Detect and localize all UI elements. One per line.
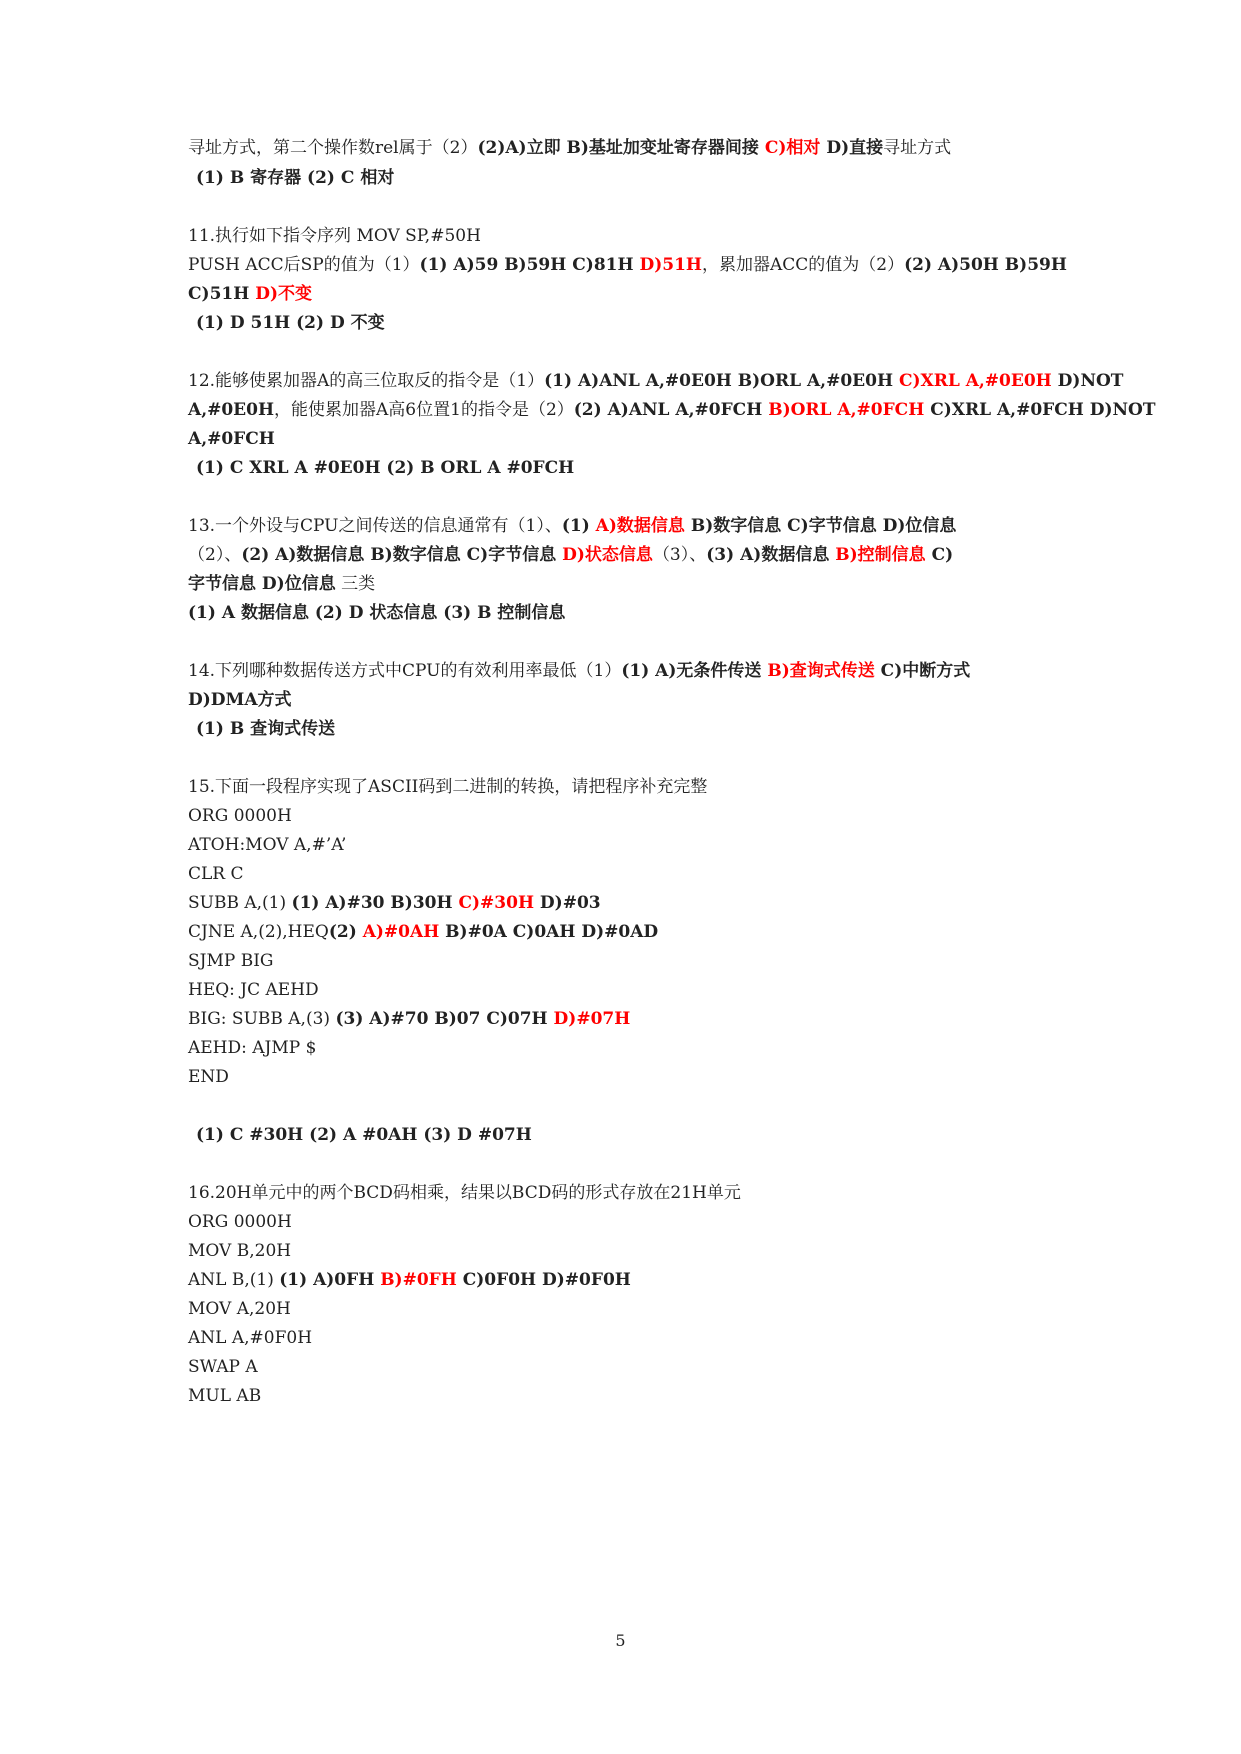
text-run: (1) B 查询式传送 bbox=[196, 719, 336, 739]
text-run: ，累加器ACC的值为（2） bbox=[701, 255, 905, 275]
code-line bbox=[188, 1268, 631, 1292]
text-run: 13.一个外设与CPU之间传送的信息通常有（1）、 bbox=[188, 516, 562, 536]
text-run: D)直接 bbox=[820, 138, 884, 158]
text-run: (1) B 寄存器 (2) C 相对 bbox=[196, 168, 395, 188]
text-run: C)0F0H D)#0F0H bbox=[456, 1270, 631, 1290]
highlighted-answer-text: B)#0FH bbox=[380, 1270, 457, 1290]
text-run: (1) D 51H (2) D 不变 bbox=[196, 313, 385, 333]
text-run: A,#0E0H bbox=[188, 400, 275, 420]
highlighted-answer-text: C)#30H bbox=[458, 893, 535, 913]
text-run: C)51H bbox=[188, 284, 256, 304]
highlighted-answer-text: A)#0AH bbox=[362, 922, 440, 942]
answer-line bbox=[196, 1123, 532, 1147]
answer-line bbox=[196, 311, 385, 335]
text-run: (1) A)0FH bbox=[279, 1270, 381, 1290]
text-run: 寻址方式 bbox=[883, 138, 952, 158]
highlighted-answer-text: D)#07H bbox=[553, 1009, 631, 1029]
highlighted-answer-text: D)状态信息 bbox=[562, 545, 653, 565]
text-line bbox=[188, 136, 951, 160]
text-line bbox=[188, 398, 1156, 422]
text-line bbox=[188, 572, 375, 596]
text-run: AEHD: AJMP $ bbox=[188, 1038, 317, 1058]
text-run: A,#0FCH bbox=[188, 429, 275, 449]
text-run: MUL AB bbox=[188, 1386, 262, 1406]
code-line bbox=[188, 1384, 261, 1408]
answer-line bbox=[196, 166, 394, 190]
text-run: D)DMA方式 bbox=[188, 690, 292, 710]
text-run: ANL B,(1) bbox=[188, 1270, 280, 1290]
text-run: C) bbox=[925, 545, 954, 565]
highlighted-answer-text: A)数据信息 bbox=[595, 516, 685, 536]
text-run: （3）、 bbox=[652, 545, 707, 565]
text-run: (1) A)#30 B)30H bbox=[291, 893, 459, 913]
text-run: 字节信息 D)位信息 bbox=[188, 574, 336, 594]
code-line bbox=[188, 1297, 291, 1321]
text-run: 11.执行如下指令序列 MOV SP,#50H bbox=[188, 226, 481, 246]
highlighted-answer-text: B)ORL A,#0FCH bbox=[768, 400, 925, 420]
answer-line bbox=[196, 717, 335, 741]
text-run: (2) A)50H B)59H bbox=[904, 255, 1067, 275]
text-run: 15.下面一段程序实现了ASCII码到二进制的转换，请把程序补充完整 bbox=[188, 777, 708, 797]
text-run: 16.20H单元中的两个BCD码相乘，结果以BCD码的形式存放在21H单元 bbox=[188, 1183, 741, 1203]
text-run: 14.下列哪种数据传送方式中CPU的有效利用率最低（1） bbox=[188, 661, 622, 681]
text-run: HEQ: JC AEHD bbox=[188, 980, 319, 1000]
text-run: (1) A 数据信息 (2) D 状态信息 (3) B 控制信息 bbox=[188, 603, 566, 623]
text-run: 12.能够使累加器A的高三位取反的指令是（1） bbox=[188, 371, 545, 391]
highlighted-answer-text: D)51H bbox=[639, 255, 702, 275]
text-run: BIG: SUBB A,(3) bbox=[188, 1009, 336, 1029]
text-line bbox=[188, 427, 275, 451]
question-line bbox=[188, 659, 970, 683]
text-line bbox=[188, 543, 953, 567]
question-line bbox=[188, 1181, 741, 1205]
code-line bbox=[188, 949, 274, 973]
text-run: B)#0A C)0AH D)#0AD bbox=[439, 922, 659, 942]
text-run: CLR C bbox=[188, 864, 244, 884]
code-line bbox=[188, 1326, 312, 1350]
text-run: (3) A)数据信息 bbox=[706, 545, 836, 565]
text-run: SJMP BIG bbox=[188, 951, 274, 971]
text-run: (1) A)无条件传送 bbox=[621, 661, 768, 681]
text-run: D)#03 bbox=[534, 893, 601, 913]
text-run: ，能使累加器A高6位置1的指令是（2） bbox=[274, 400, 574, 420]
text-run: ORG 0000H bbox=[188, 806, 292, 826]
text-run: CJNE A,(2),HEQ bbox=[188, 922, 329, 942]
answer-line bbox=[196, 456, 574, 480]
text-line bbox=[188, 282, 312, 306]
text-run: SUBB A,(1) bbox=[188, 893, 292, 913]
highlighted-answer-text: B)控制信息 bbox=[835, 545, 926, 565]
text-run: C)XRL A,#0FCH D)NOT bbox=[924, 400, 1156, 420]
code-line bbox=[188, 1239, 291, 1263]
code-line bbox=[188, 1210, 292, 1234]
text-run: (1) bbox=[561, 516, 596, 536]
text-run: ANL A,#0F0H bbox=[188, 1328, 313, 1348]
code-line bbox=[188, 862, 244, 886]
highlighted-answer-text: C)XRL A,#0E0H bbox=[898, 371, 1052, 391]
text-run: (1) C #30H (2) A #0AH (3) D #07H bbox=[196, 1125, 532, 1145]
code-line bbox=[188, 1355, 258, 1379]
question-line bbox=[188, 369, 1123, 393]
code-line bbox=[188, 891, 601, 915]
code-line bbox=[188, 1065, 229, 1089]
text-run: ATOH:MOV A,#’A’ bbox=[188, 835, 347, 855]
text-run: C)中断方式 bbox=[874, 661, 971, 681]
text-run: ORG 0000H bbox=[188, 1212, 292, 1232]
text-run: 寻址方式，第二个操作数rel属于（2） bbox=[188, 138, 478, 158]
question-line bbox=[188, 775, 707, 799]
text-run: (2) bbox=[328, 922, 363, 942]
text-run: D)NOT bbox=[1051, 371, 1124, 391]
text-run: （2）、 bbox=[188, 545, 242, 565]
highlighted-answer-text: C)相对 bbox=[764, 138, 821, 158]
question-line bbox=[188, 224, 481, 248]
text-line bbox=[188, 688, 292, 712]
code-line bbox=[188, 978, 319, 1002]
text-line bbox=[188, 253, 1067, 277]
page-number: 5 bbox=[615, 1631, 626, 1650]
code-line bbox=[188, 1007, 630, 1031]
code-line bbox=[188, 920, 658, 944]
text-run: PUSH ACC后SP的值为（1） bbox=[188, 255, 420, 275]
highlighted-answer-text: B)查询式传送 bbox=[767, 661, 875, 681]
text-run: (3) A)#70 B)07 C)07H bbox=[335, 1009, 554, 1029]
text-run: (2)A)立即 B)基址加变址寄存器间接 bbox=[477, 138, 765, 158]
text-run: MOV B,20H bbox=[188, 1241, 292, 1261]
text-run: (2) A)数据信息 B)数字信息 C)字节信息 bbox=[241, 545, 563, 565]
text-run: (1) C XRL A #0E0H (2) B ORL A #0FCH bbox=[196, 458, 575, 478]
code-line bbox=[188, 833, 346, 857]
text-run: 三类 bbox=[335, 574, 376, 594]
text-run: (1) A)59 B)59H C)81H bbox=[419, 255, 640, 275]
text-run: B)数字信息 C)字节信息 D)位信息 bbox=[684, 516, 957, 536]
text-run: (1) A)ANL A,#0E0H B)ORL A,#0E0H bbox=[544, 371, 899, 391]
code-line bbox=[188, 804, 292, 828]
text-run: SWAP A bbox=[188, 1357, 258, 1377]
question-line bbox=[188, 514, 956, 538]
code-line bbox=[188, 1036, 316, 1060]
answer-line bbox=[188, 601, 565, 625]
highlighted-answer-text: D)不变 bbox=[255, 284, 313, 304]
text-run: (2) A)ANL A,#0FCH bbox=[573, 400, 769, 420]
text-run: END bbox=[188, 1067, 229, 1087]
text-run: MOV A,20H bbox=[188, 1299, 291, 1319]
